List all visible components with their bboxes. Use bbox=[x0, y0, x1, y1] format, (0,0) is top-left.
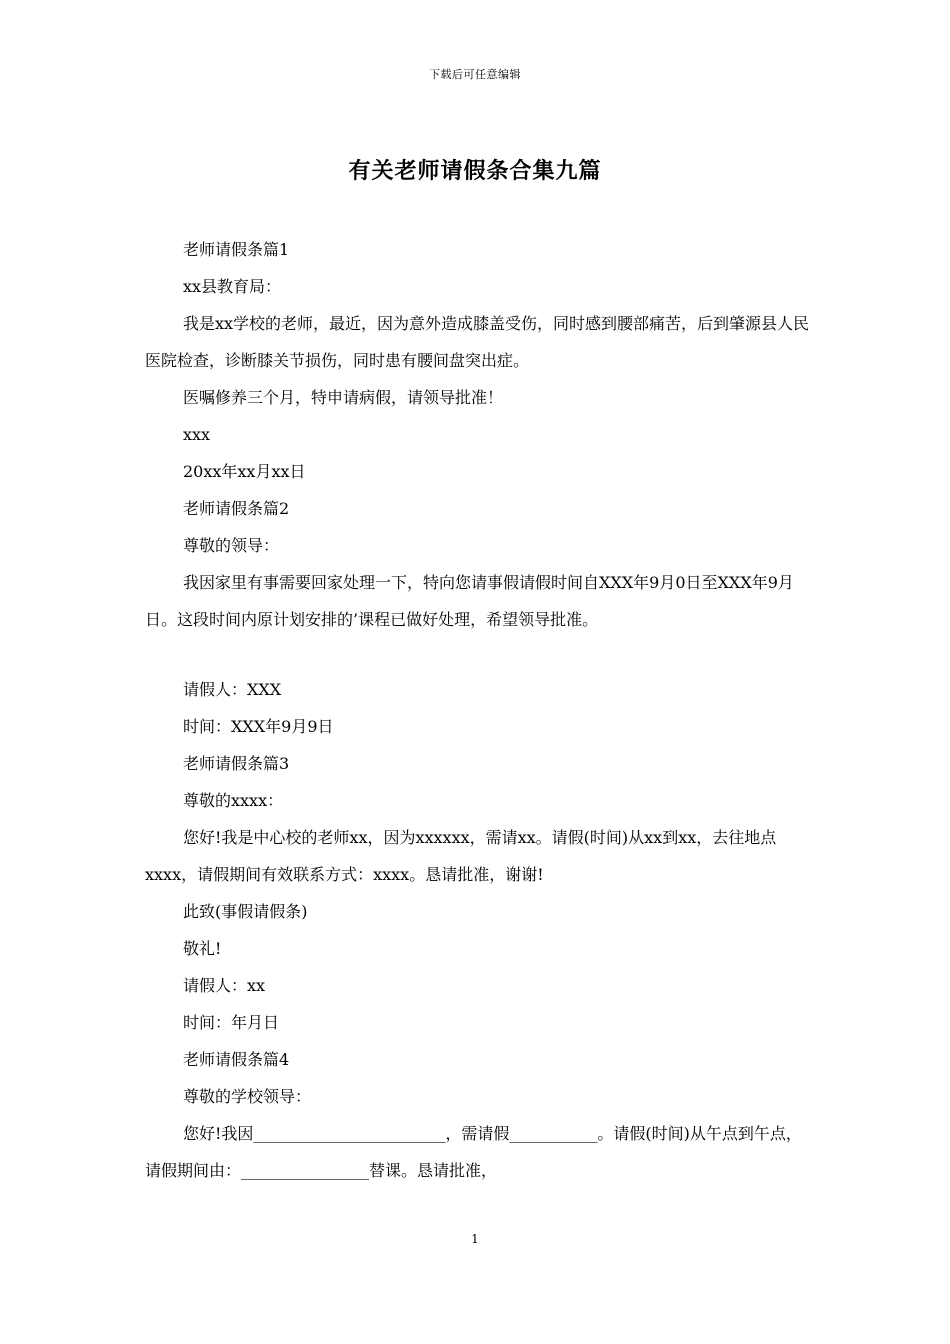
section-heading-3: 老师请假条篇3 bbox=[183, 754, 290, 773]
date-line: 时间：XXX年9月9日 bbox=[183, 717, 334, 736]
body-paragraph: 您好!我因________________________，需请假___________。请假(时间)从午点到午点，请假期间由：________________替课。恳请批准， bbox=[145, 1124, 802, 1180]
date-line: 20xx年xx月xx日 bbox=[183, 462, 306, 481]
body-paragraph: 医嘱修养三个月，特申请病假，请领导批准！ bbox=[183, 388, 504, 407]
recipient-line: 尊敬的学校领导： bbox=[183, 1087, 312, 1106]
document-title: 有关老师请假条合集九篇 bbox=[348, 158, 602, 184]
date-line: 时间：年月日 bbox=[183, 1013, 280, 1032]
recipient-line: 尊敬的领导： bbox=[183, 536, 280, 555]
blank-spacer bbox=[145, 638, 817, 671]
section-heading-2: 老师请假条篇2 bbox=[183, 499, 290, 518]
applicant-line: 请假人：xx bbox=[183, 976, 266, 995]
signature-line: xxx bbox=[183, 425, 211, 444]
section-heading-1: 老师请假条篇1 bbox=[183, 240, 290, 259]
applicant-line: 请假人：XXX bbox=[183, 680, 282, 699]
body-paragraph: 您好!我是中心校的老师xx，因为xxxxxx，需请xx。请假(时间)从xx到xx，去往地点xxxx，请假期间有效联系方式：xxxx。恳请批准，谢谢! bbox=[145, 828, 777, 884]
recipient-line: 尊敬的xxxx： bbox=[183, 791, 284, 810]
document-body bbox=[145, 231, 817, 1189]
body-paragraph: 我是xx学校的老师，最近，因为意外造成膝盖受伤，同时感到腰部痛苦，后到肇源县人民医院检查，诊断膝关节损伤，同时患有腰间盘突出症。 bbox=[145, 314, 810, 370]
page-number: 1 bbox=[471, 1232, 479, 1246]
closing-line: 此致(事假请假条) bbox=[183, 902, 308, 921]
body-paragraph: 我因家里有事需要回家处理一下，特向您请事假请假时间自XXX年9月0日至XXX年9月日。这段时间内原计划安排的’课程已做好处理，希望领导批准。 bbox=[145, 573, 794, 629]
section-heading-4: 老师请假条篇4 bbox=[183, 1050, 290, 1069]
recipient-line: xx县教育局： bbox=[183, 277, 282, 296]
closing-line: 敬礼! bbox=[183, 939, 222, 958]
page-header: 下载后可任意编辑 bbox=[429, 68, 521, 81]
